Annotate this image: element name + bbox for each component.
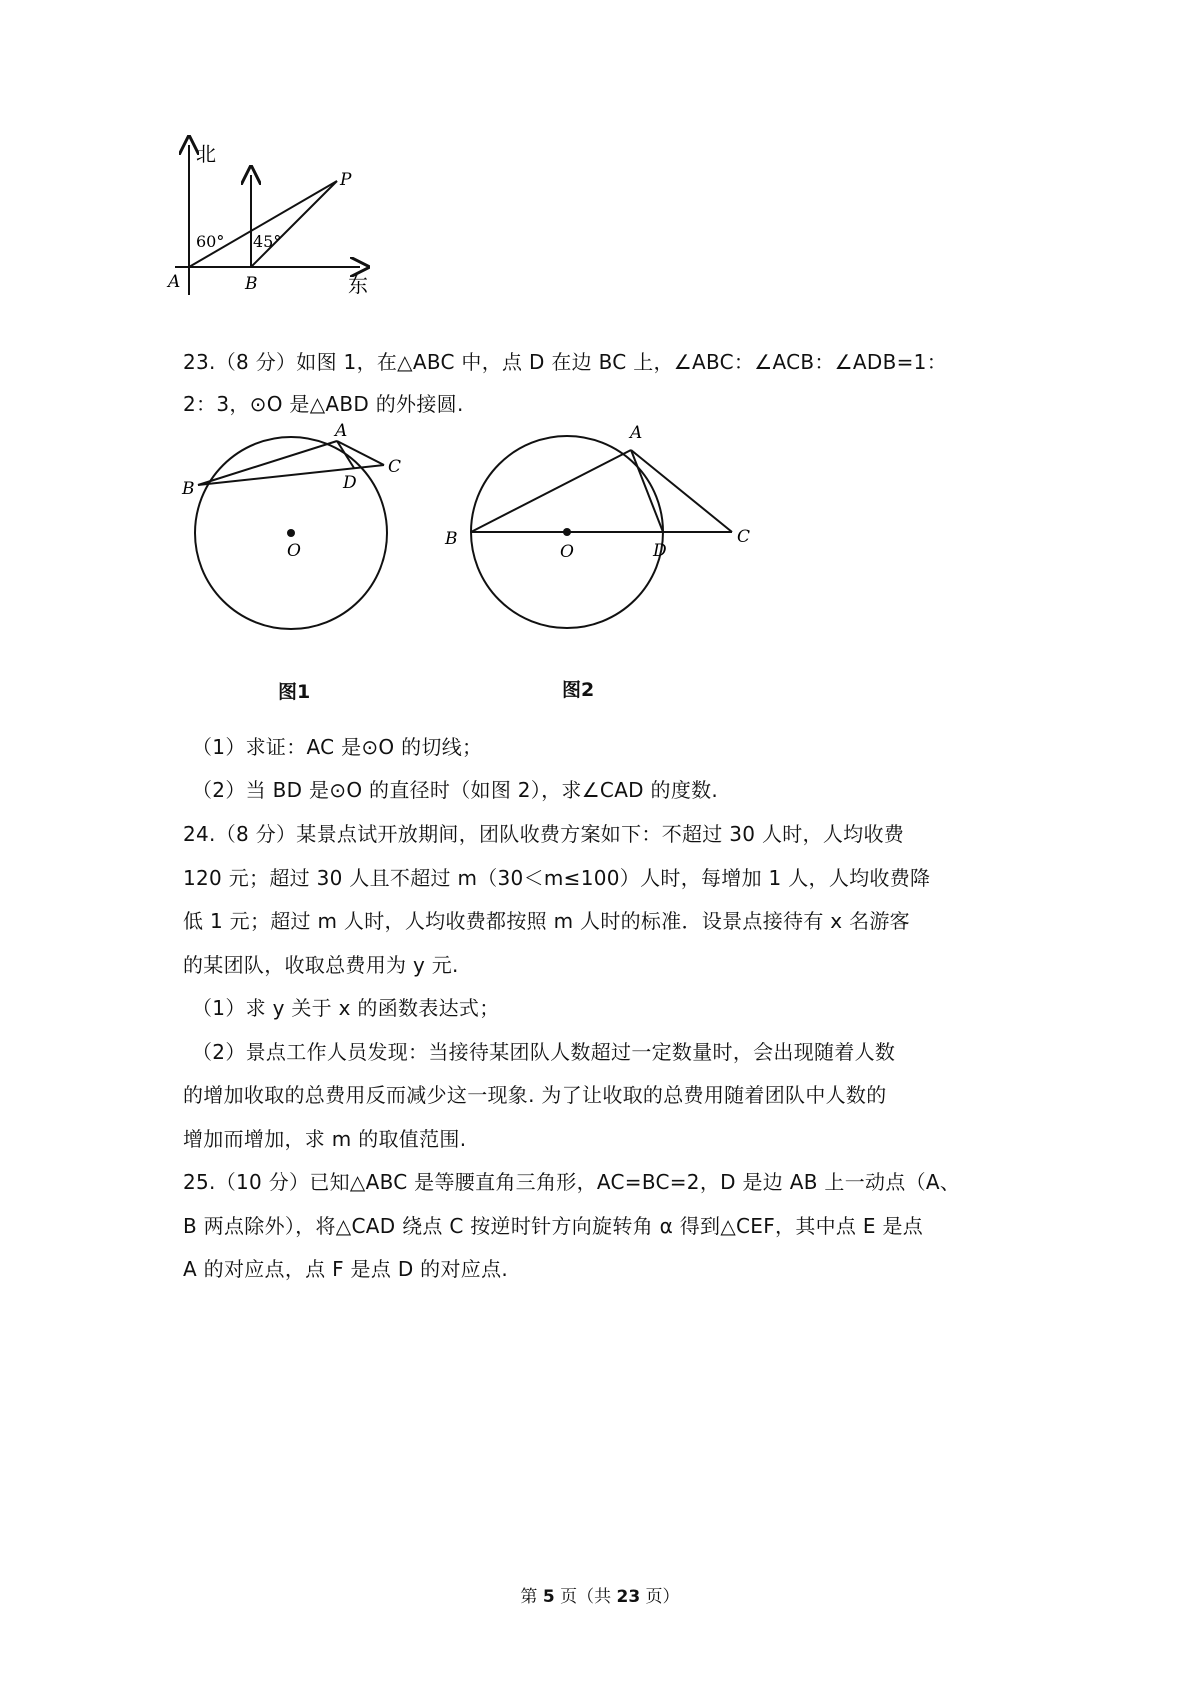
q24-line2: 120 元；超过 30 人且不超过 m（30＜m≤100）人时，每增加 1 人，人均收费降	[183, 866, 931, 890]
fig2-label-d: D	[653, 541, 667, 561]
q24-part2-line1: （2）景点工作人员发现：当接待某团队人数超过一定数量时，会出现随着人数	[192, 1040, 896, 1064]
point-a-label: A	[168, 272, 181, 292]
fig2-label-a: A	[630, 423, 643, 443]
segment-ba-fig2	[471, 450, 631, 532]
point-p-label: P	[340, 170, 352, 190]
q23-part2: （2）当 BD 是⊙O 的直径时（如图 2），求∠CAD 的度数.	[192, 778, 719, 802]
angle-b-label: 45°	[253, 232, 282, 251]
fig1-label-c: C	[388, 457, 402, 477]
q23-line1: 23.（8 分）如图 1，在△ABC 中，点 D 在边 BC 上，∠ABC：∠ACB：∠ADB=1：	[183, 350, 947, 374]
footer-page-number: 5	[542, 1587, 555, 1607]
north-label: 北	[196, 142, 216, 166]
figure-1-caption: 图1	[278, 681, 311, 703]
footer-total-pages: 23	[616, 1587, 641, 1607]
fig2-label-b: B	[445, 529, 458, 549]
center-dot-fig1	[287, 529, 295, 537]
point-b-label: B	[245, 274, 258, 294]
figure-1	[180, 420, 440, 660]
q23-part1: （1）求证：AC 是⊙O 的切线；	[192, 735, 483, 759]
fig1-label-b: B	[182, 479, 195, 499]
q24-part2-line3: 增加而增加，求 m 的取值范围.	[183, 1127, 467, 1151]
figure-2	[440, 420, 760, 660]
q25-line1: 25.（10 分）已知△ABC 是等腰直角三角形，AC=BC=2，D 是边 AB 上一动点（A、	[183, 1170, 961, 1194]
footer-prefix: 第	[520, 1587, 543, 1607]
q24-part1: （1）求 y 关于 x 的函数表达式；	[192, 996, 500, 1020]
footer-middle: 页（共	[554, 1587, 617, 1607]
bearing-diagram	[160, 135, 390, 300]
q25-line2: B 两点除外），将△CAD 绕点 C 按逆时针方向旋转角 α 得到△CEF，其中点 E 是点	[183, 1214, 924, 1238]
q25-line3: A 的对应点，点 F 是点 D 的对应点.	[183, 1257, 509, 1281]
q23-line2: 2：3，⊙O 是△ABD 的外接圆.	[183, 392, 464, 416]
page-footer	[0, 1582, 1200, 1607]
fig1-label-a: A	[335, 421, 348, 441]
figure-2-caption: 图2	[562, 679, 595, 701]
fig2-label-c: C	[737, 527, 751, 547]
q24-line1: 24.（8 分）某景点试开放期间，团队收费方案如下：不超过 30 人时，人均收费	[183, 822, 905, 846]
angle-a-label: 60°	[196, 232, 225, 251]
q24-line3: 低 1 元；超过 m 人时，人均收费都按照 m 人时的标准．设景点接待有 x 名游客	[183, 909, 910, 933]
q24-line4: 的某团队，收取总费用为 y 元.	[183, 953, 459, 977]
q24-part2-line2: 的增加收取的总费用反而减少这一现象. 为了让收取的总费用随着团队中人数的	[183, 1083, 887, 1107]
footer-suffix: 页）	[640, 1587, 680, 1607]
fig1-label-o: O	[287, 541, 301, 561]
east-label: 东	[348, 273, 368, 297]
fig2-label-o: O	[560, 542, 574, 562]
center-dot-fig2	[563, 528, 571, 536]
fig1-label-d: D	[343, 473, 357, 493]
